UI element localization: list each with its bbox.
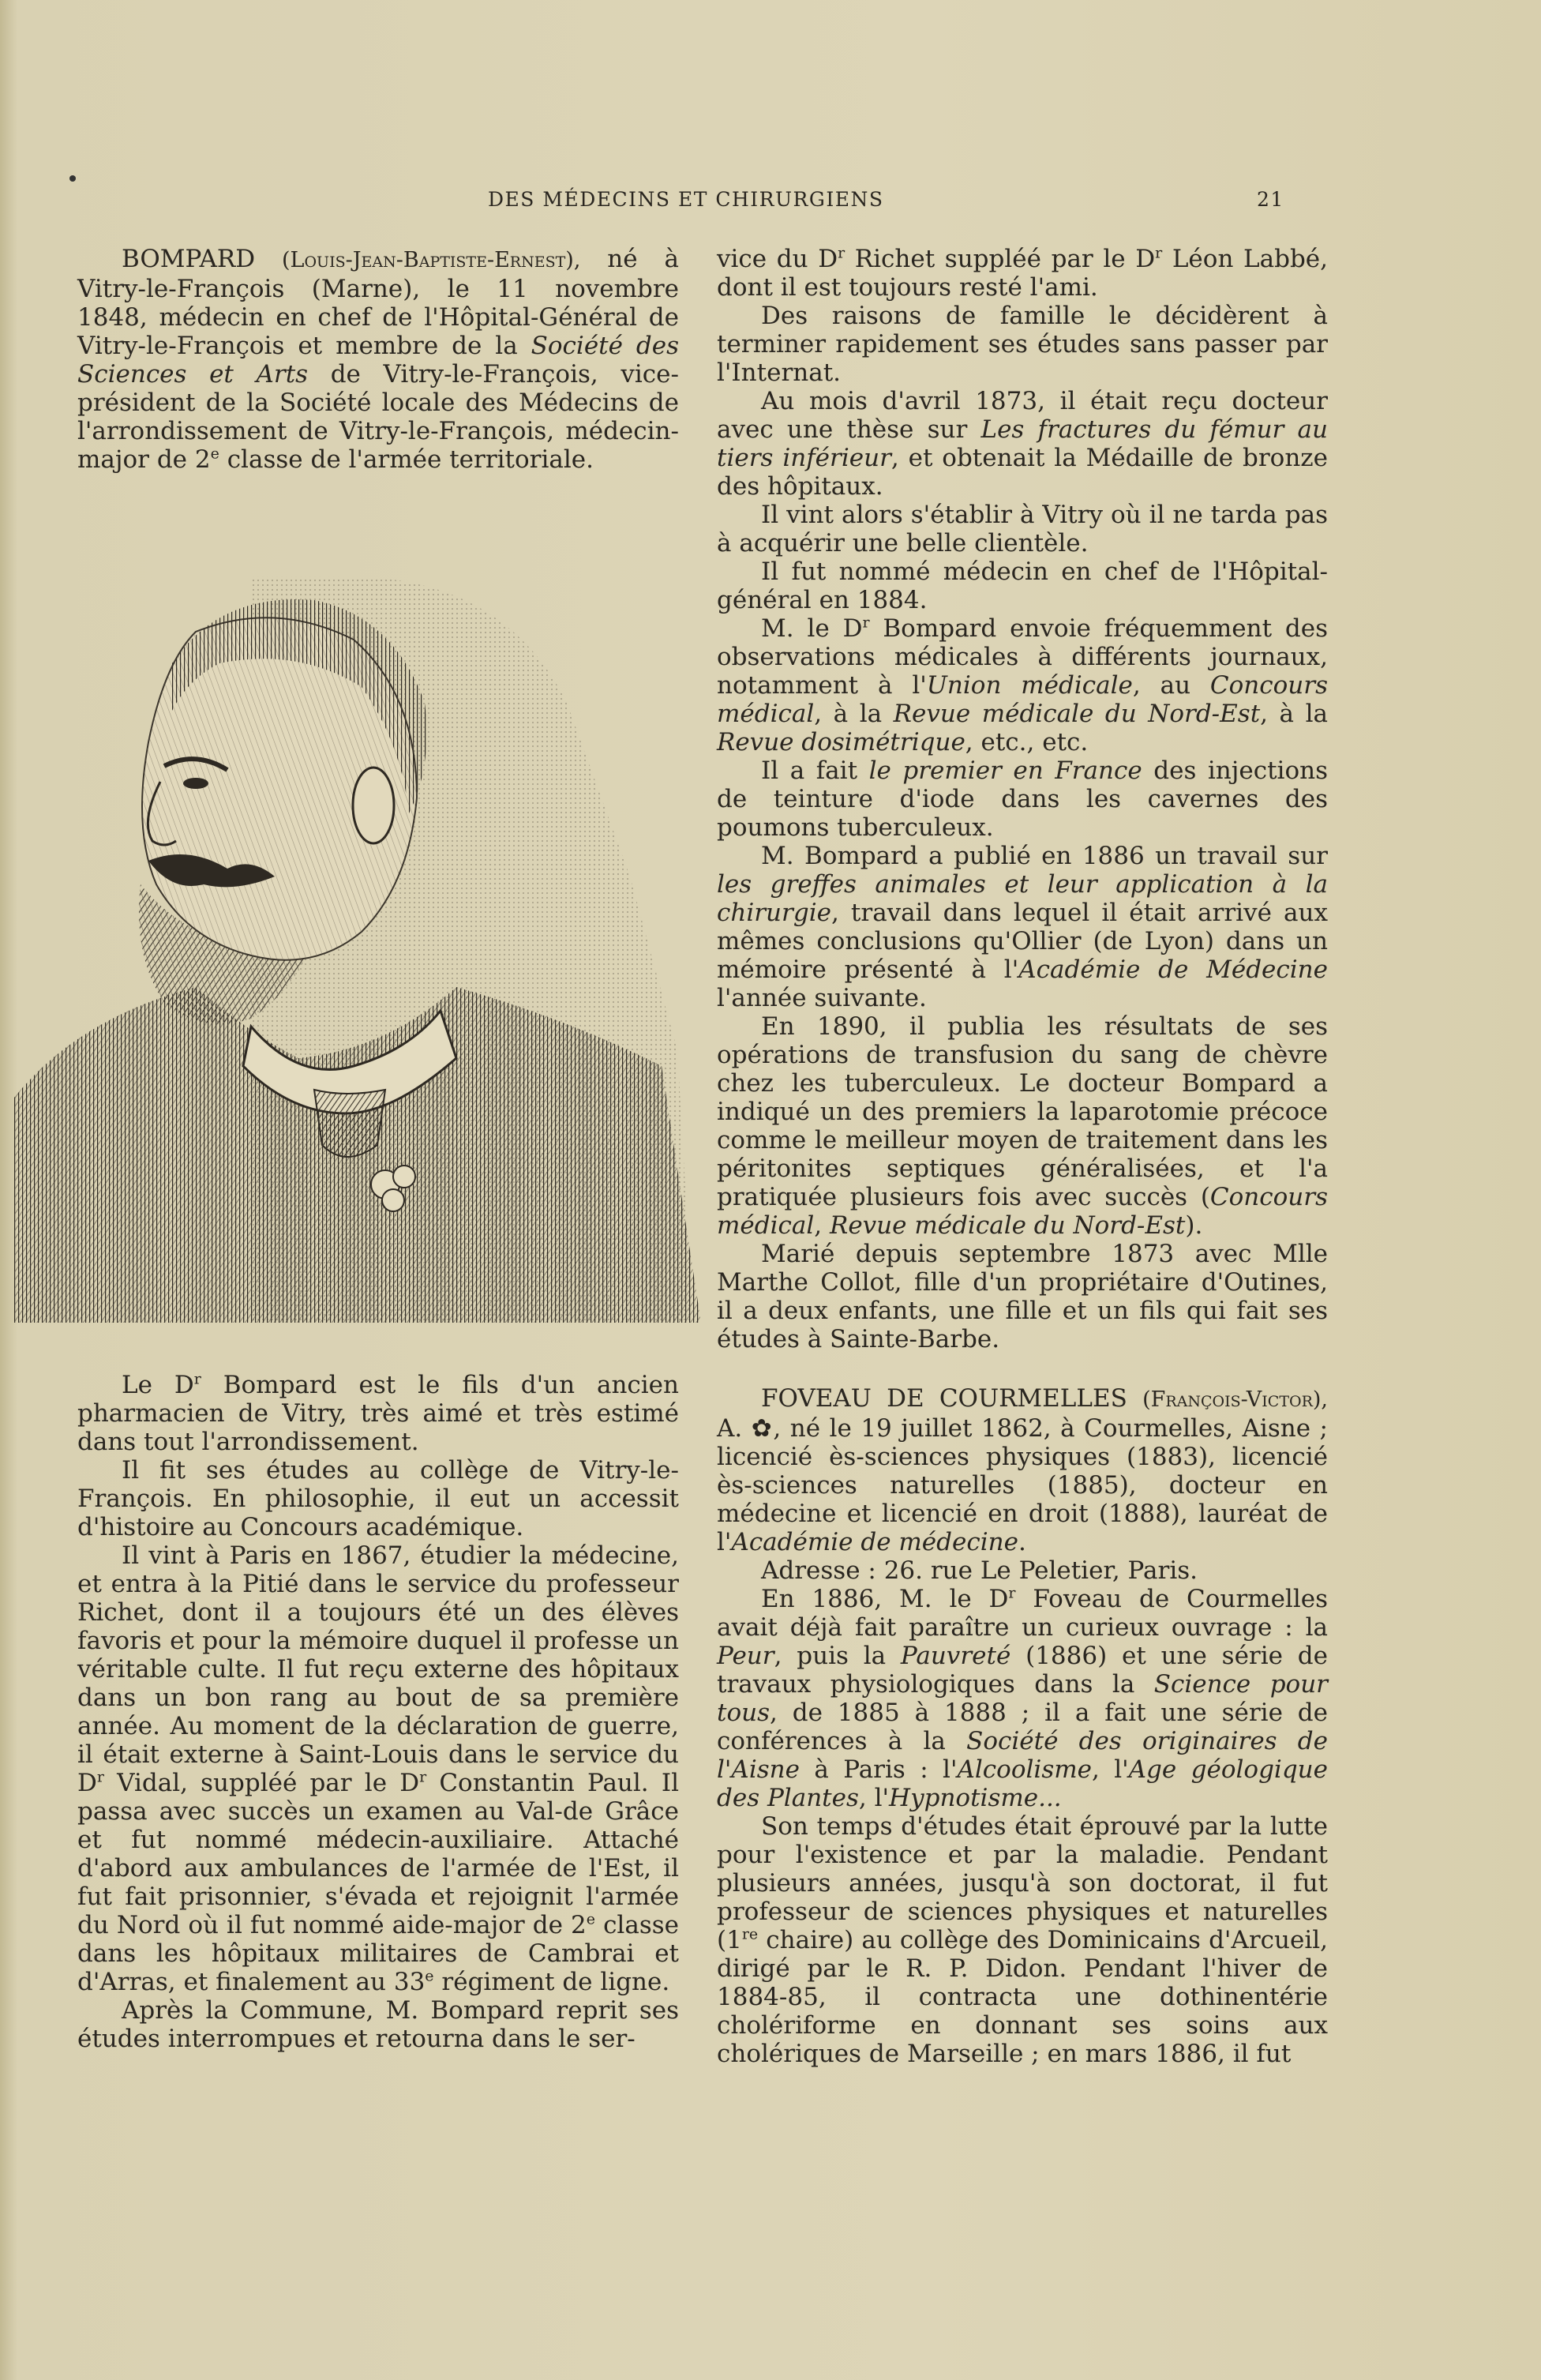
paragraph: Marié depuis septembre 1873 avec Mlle Marthe Collot, fille d'un propriétaire d'Outines, il a deux enfants, une fille et un fils qui fait ses études à Sainte-Barbe.	[717, 1240, 1328, 1353]
superscript: e	[210, 445, 219, 463]
italic-text: les greffes animales et leur application à la chirurgie	[717, 870, 1328, 927]
text: , etc., etc.	[965, 728, 1089, 756]
italic-text: Académie de Médecine	[1018, 955, 1328, 984]
text: né à Vitry-le-François (Marne), le 11 novembre 1848, médecin en chef de l'Hôpital-Général de Vitry-le-François et membre de la	[77, 245, 679, 360]
paragraph	[77, 1541, 679, 1996]
text: Constantin Paul. Il passa avec succès un examen au Val-de Grâce et fut nommé médecin-auxiliaire. Attaché d'abord aux ambulances de l'armée de l'Est, il fut fait prisonnier, s'évada et rejoignit l'armée du Nord où il fut nommé aide-major de 2	[77, 1769, 679, 1939]
text: M. Bompard a publié en 1886 un travail sur	[761, 842, 1328, 870]
paragraph	[717, 756, 1328, 842]
superscript: re	[741, 1925, 759, 1943]
paragraph	[717, 1384, 1328, 1556]
text: .	[1018, 1528, 1026, 1556]
text: Le D	[122, 1371, 194, 1399]
running-header	[0, 188, 1541, 220]
text: Foveau de Courmelles avait déjà fait paraître un curieux ouvrage : la	[717, 1585, 1329, 1642]
superscript: r	[1155, 244, 1163, 262]
address: Adresse : 26. rue Le Peletier, Paris.	[761, 1556, 1198, 1585]
paragraph	[717, 614, 1328, 756]
text: de Vitry-le-François, vice-président de la Société locale des Médecins de l'arrondissement de Vitry-le-François, médecin-major de 2	[77, 360, 679, 474]
superscript: r	[96, 1768, 104, 1786]
entry-name: FOVEAU DE COURMELLES	[761, 1384, 1127, 1413]
paragraph: Il vint alors s'établir à Vitry où il ne tarda pas à acquérir une belle clientèle.	[717, 501, 1328, 557]
italic-text: Union médicale	[926, 671, 1133, 700]
paragraph: Il fut nommé médecin en chef de l'Hôpital-général en 1884.	[717, 557, 1328, 614]
entry-foveau	[717, 1384, 1328, 2068]
superscript: e	[425, 1967, 434, 1985]
ink-dot	[69, 175, 76, 182]
entry-bompard-continued	[717, 245, 1328, 1353]
text: , à la	[814, 700, 894, 728]
superscript: r	[419, 1768, 427, 1786]
superscript: e	[586, 1910, 596, 1928]
italic-text: Age géologique des Plantes	[717, 1755, 1328, 1812]
text: , et obtenait la Médaille de bronze des hôpitaux.	[717, 444, 1328, 501]
text: (1886) et une série de travaux physiologiques dans la	[717, 1642, 1328, 1699]
paragraph	[717, 387, 1328, 501]
italic-text: Science pour tous	[717, 1670, 1328, 1727]
text: , puis la	[774, 1642, 901, 1670]
italic-text: Pauvreté	[900, 1642, 1011, 1670]
running-title: DES MÉDECINS ET CHIRURGIENS	[488, 188, 884, 211]
paragraph: Après la Commune, M. Bompard reprit ses études interrompues et retourna dans le ser-	[77, 1996, 679, 2053]
paragraph	[717, 842, 1328, 1012]
text: Au mois d'avril 1873, il était reçu docteur avec une thèse sur	[717, 387, 1328, 444]
paragraph	[717, 1812, 1328, 2068]
italic-text: Revue dosimétrique	[717, 728, 965, 756]
entry-bompard-bio	[77, 1371, 679, 2053]
italic-text: Revue médicale du Nord-Est	[893, 700, 1261, 728]
superscript: r	[862, 614, 870, 632]
italic-text: Les fractures du fémur au tiers inférieur	[717, 415, 1328, 472]
superscript: r	[193, 1370, 201, 1388]
text: vice du D	[717, 245, 838, 273]
text: Richet suppléé par le D	[845, 245, 1156, 273]
italic-text: Hypnotisme...	[889, 1784, 1062, 1812]
paragraph: Des raisons de famille le décidèrent à terminer rapidement ses études sans passer par l'Internat.	[717, 302, 1328, 387]
text: l'année suivante.	[717, 984, 927, 1012]
text: A. ✿, né le 19 juillet 1862, à Courmelles, Aisne ; licencié ès-sciences physiques (1883), licencié ès-sciences naturelles (1885), docteur en médecine et licencié en droit (1888), lauréat de l'	[717, 1414, 1328, 1556]
italic-text: le premier en France	[868, 756, 1142, 785]
text: Il a fait	[761, 756, 869, 785]
given-names: (Louis-Jean-Baptiste-Ernest),	[282, 248, 581, 272]
entry-bompard-intro	[77, 245, 679, 474]
italic-text: Peur	[717, 1642, 774, 1670]
text: , au	[1132, 671, 1210, 700]
portrait-engraving	[14, 545, 709, 1323]
text: ,	[814, 1211, 830, 1240]
text: En 1886, M. le D	[761, 1585, 1009, 1613]
italic-text: Société des Sciences et Arts	[77, 332, 680, 389]
superscript: r	[1008, 1584, 1016, 1602]
text: , à la	[1260, 700, 1328, 728]
text: , de 1885 à 1888 ; il a fait une série de conférences à la	[717, 1699, 1328, 1755]
text: des injections de teinture d'iode dans les cavernes des poumons tuberculeux.	[717, 756, 1328, 842]
text: M. le D	[761, 614, 863, 643]
text: Il vint à Paris en 1867, étudier la médecine, et entra à la Pitié dans le service du professeur Richet, dont il a toujours été un des élèves favoris et pour la mémoire duquel il professe un véritable culte. Il fut reçu externe des hôpitaux dans un bon rang au bout de sa première année. Au moment de la déclaration de guerre, il était externe à Saint-Louis dans le service du D	[77, 1541, 679, 1797]
text: Léon Labbé, dont il est toujours resté l'ami.	[717, 245, 1328, 302]
text: à Paris : l'	[799, 1755, 958, 1784]
text: , l'	[1091, 1755, 1129, 1784]
text: ).	[1185, 1211, 1203, 1240]
italic-text: Alcoolisme	[957, 1755, 1092, 1784]
superscript: r	[838, 244, 845, 262]
paragraph: Il fit ses études au collège de Vitry-le-François. En philosophie, il eut un accessit d'histoire au Concours académique.	[77, 1456, 679, 1541]
italic-text: Revue médicale du Nord-Est	[829, 1211, 1186, 1240]
paragraph	[717, 245, 1328, 302]
italic-text: Concours médical	[717, 1183, 1328, 1240]
page-number: 21	[1257, 188, 1284, 211]
paragraph	[77, 245, 679, 474]
text: , l'	[858, 1784, 890, 1812]
text: régiment de ligne.	[433, 1968, 670, 1996]
text: Son temps d'études était éprouvé par la lutte pour l'existence et par la maladie. Pendant plusieurs années, jusqu'à son doctorat, il fut professeur de sciences physiques et naturelles (1	[717, 1812, 1328, 1954]
italic-text: Concours médical	[717, 671, 1328, 728]
paragraph	[717, 1585, 1328, 1812]
text: , travail dans lequel il était arrivé aux mêmes conclusions qu'Ollier (de Lyon) dans un mémoire présenté à l'	[717, 899, 1328, 984]
text: classe de l'armée territoriale.	[219, 445, 594, 474]
text: Vidal, suppléé par le D	[103, 1769, 420, 1797]
given-names: (François-Victor),	[1142, 1387, 1328, 1412]
text: Bompard envoie fréquemment des observations médicales à différents journaux, notamment à l'	[717, 614, 1328, 700]
text: Bompard est le fils d'un ancien pharmacien de Vitry, très aimé et très estimé dans tout l'arrondissement.	[77, 1371, 679, 1456]
paragraph	[77, 1371, 679, 1456]
paragraph	[717, 1012, 1328, 1240]
text: En 1890, il publia les résultats de ses opérations de transfusion du sang de chèvre chez les tuberculeux. Le docteur Bompard a indiqué un des premiers la laparotomie précoce comme le meilleur moyen de traitement dans les péritonites septiques généralisées, et l'a pratiquée plusieurs fois avec succès (	[717, 1012, 1328, 1211]
italic-text: Société des originaires de l'Aisne	[717, 1727, 1328, 1784]
entry-name: BOMPARD	[122, 245, 256, 273]
text: chaire) au collège des Dominicains d'Arcueil, dirigé par le R. P. Didon. Pendant l'hiver de 1884-85, il contracta une dothinentérie cholériforme en donnant ses soins aux cholériques de Marseille ; en mars 1886, il fut	[717, 1926, 1328, 2068]
italic-text: Académie de médecine	[731, 1528, 1018, 1556]
text: classe dans les hôpitaux militaires de Cambrai et d'Arras, et finalement au 33	[77, 1911, 679, 1996]
